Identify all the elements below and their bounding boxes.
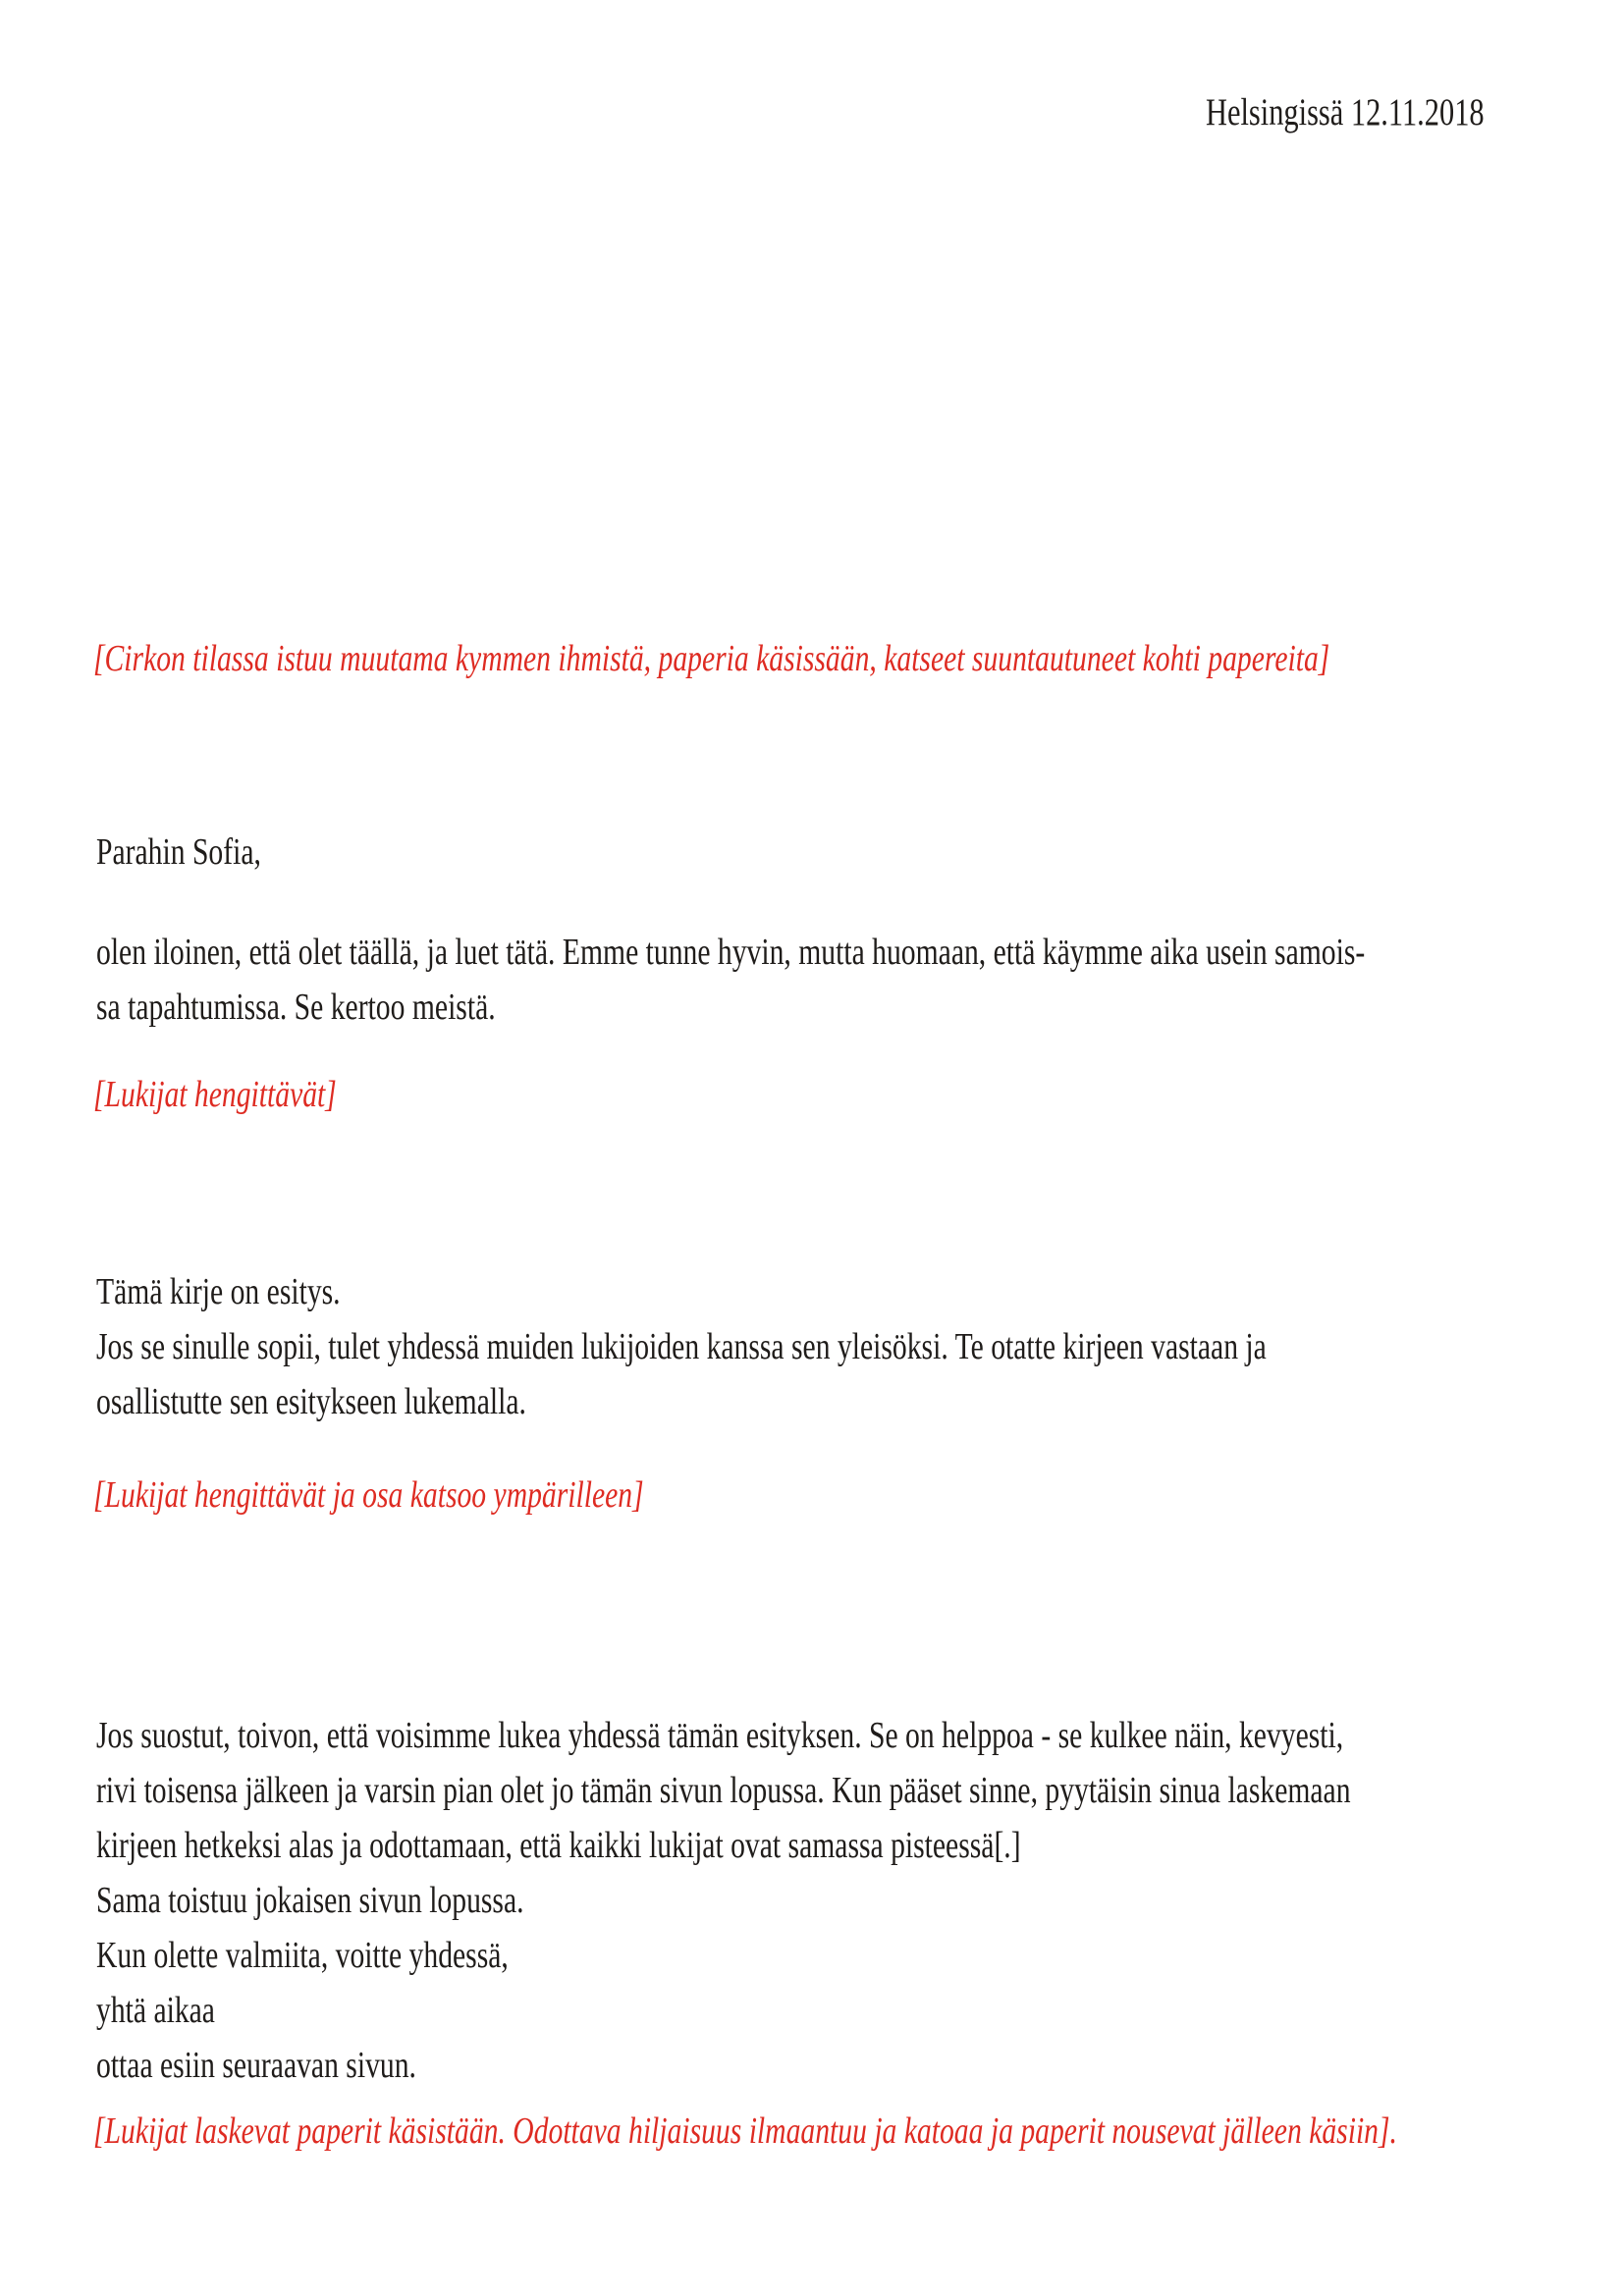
text-line: olen iloinen, että olet täällä, ja luet tätä. Emme tunne hyvin, mutta huomaan, että käymme aika usein samois- [96,932,1366,973]
text-line: Jos se sinulle sopii, tulet yhdessä muiden lukijoiden kanssa sen yleisöksi. Te otatte kirjeen vastaan ja [96,1326,1267,1367]
text-line: Sama toistuu jokaisen sivun lopussa. [96,1880,524,1921]
text-line: yhtä aikaa [96,1990,215,2031]
text-line: Kun olette valmiita, voitte yhdessä, [96,1935,509,1976]
stage-direction-breathing: [Lukijat hengittävät] [93,1074,337,1115]
stage-direction-opening: [Cirkon tilassa istuu muutama kymmen ihmistä, paperia käsissään, katseet suuntautuneet kohti papereita] [93,638,1330,679]
text-line: rivi toisensa jälkeen ja varsin pian olet jo tämän sivun lopussa. Kun pääset sinne, pyytäisin sinua laskemaan [96,1770,1351,1811]
stage-direction-looking-around: [Lukijat hengittävät ja osa katsoo ympärilleen] [93,1474,644,1516]
text-line: sa tapahtumissa. Se kertoo meistä. [96,987,496,1028]
text-line: Tämä kirje on esitys. [96,1271,341,1312]
dateline: Helsingissä 12.11.2018 [1206,91,1485,133]
paragraph-letter-is-performance [96,1264,1267,1429]
text-line: Jos suostut, toivon, että voisimme lukea yhdessä tämän esityksen. Se on helppoa - se kulkee näin, kevyesti, [96,1715,1344,1756]
paragraph-instructions [96,1708,1351,2093]
text-line: ottaa esiin seuraavan sivun. [96,2045,416,2086]
text-line: kirjeen hetkeksi alas ja odottamaan, että kaikki lukijat ovat samassa pisteessä[.] [96,1825,1021,1866]
stage-direction-closing: [Lukijat laskevat paperit käsistään. Odottava hiljaisuus ilmaantuu ja katoaa ja paperit nousevat jälleen käsiin]. [93,2110,1397,2152]
text-line: osallistutte sen esitykseen lukemalla. [96,1381,526,1422]
salutation: Parahin Sofia, [96,831,261,873]
paragraph-greeting [96,925,1365,1035]
